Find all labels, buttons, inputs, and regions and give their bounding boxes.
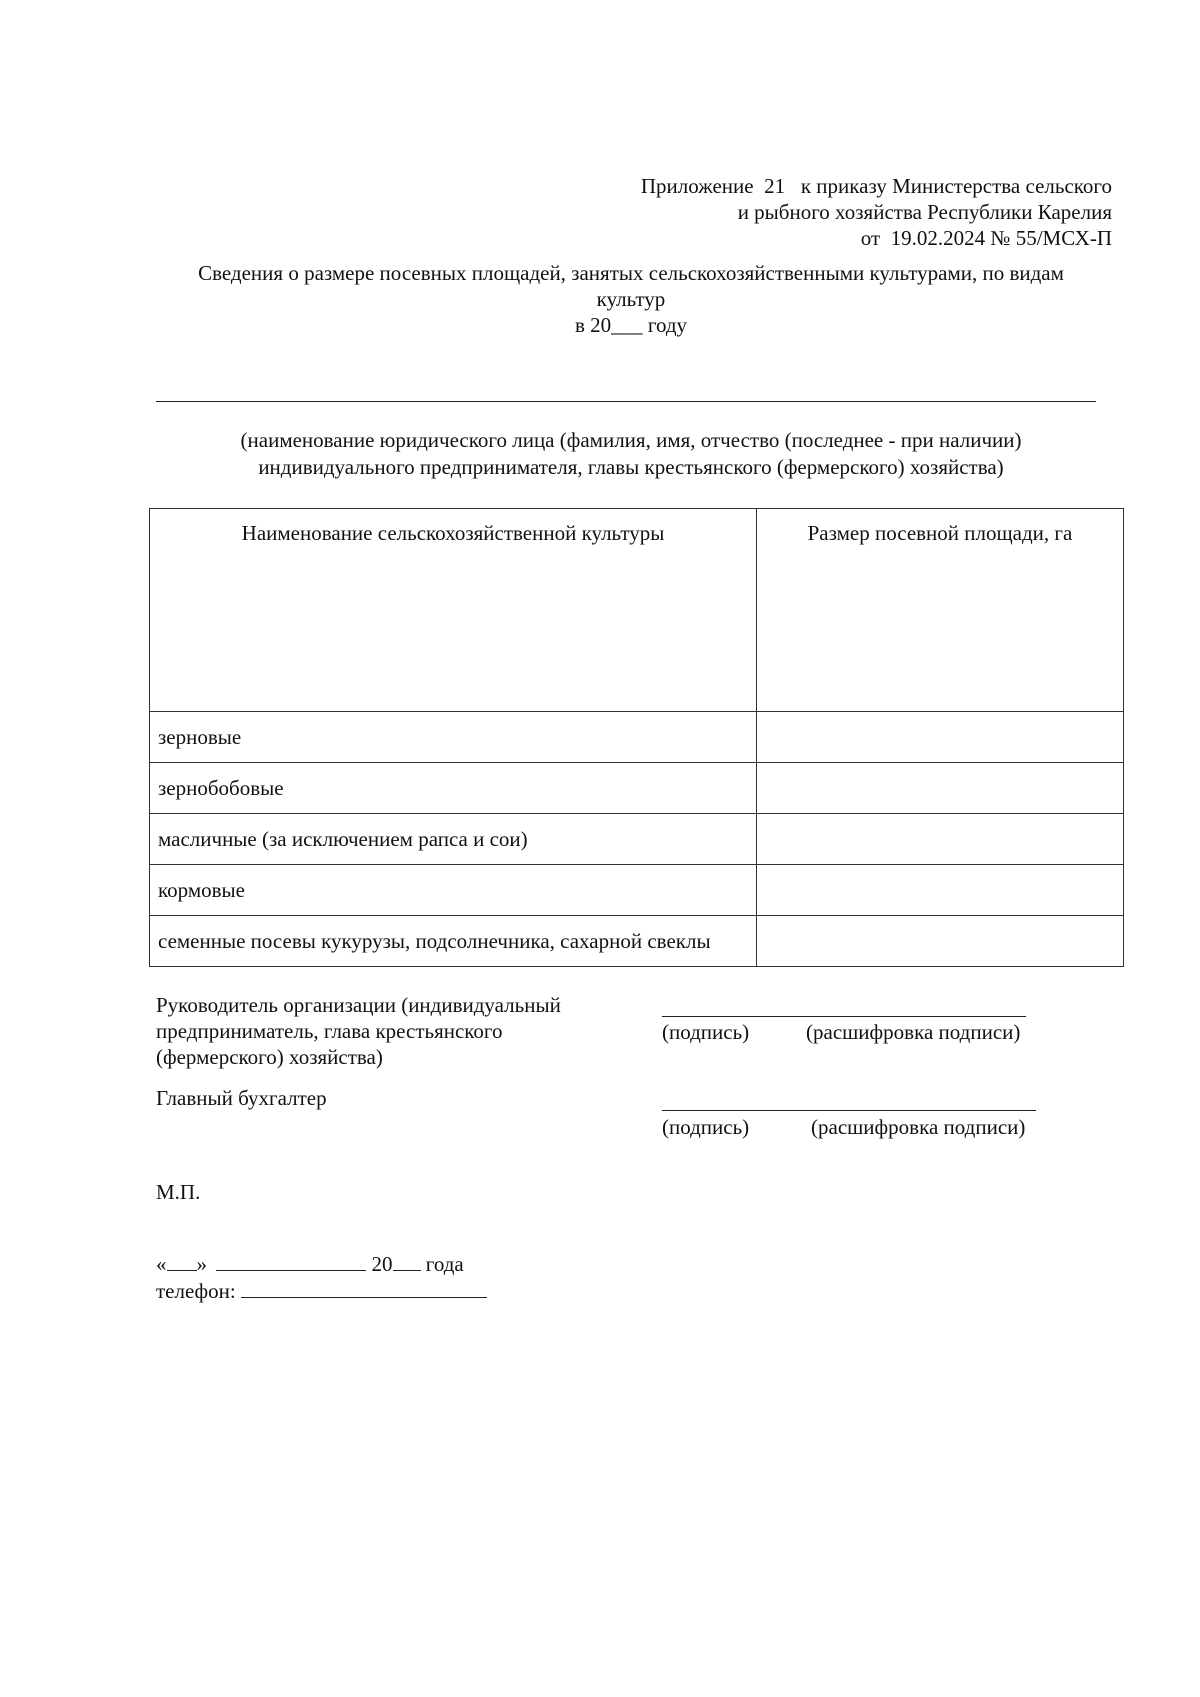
table-row [150, 865, 1124, 916]
date-year-suffix: года [425, 1252, 464, 1276]
appendix-line-1: Приложение 21 к приказу Министерства сельского [640, 174, 1112, 198]
header-area: Размер посевной площади, га [757, 509, 1124, 712]
head-label-line-3: (фермерского) хозяйства) [156, 1045, 383, 1069]
crop-name-cell: масличные (за исключением рапса и сои) [150, 814, 757, 865]
entity-name-caption-line-2: индивидуального предпринимателя, главы крестьянского (фермерского) хозяйства) [258, 455, 1004, 479]
accountant-decoding-caption: (расшифровка подписи) [811, 1115, 1026, 1139]
phone-line [156, 1277, 487, 1304]
title-line-3: в 20___ году [574, 313, 688, 337]
table-row [150, 712, 1124, 763]
entity-name-caption [140, 427, 1122, 481]
head-label-line-1: Руководитель организации (индивидуальный [156, 993, 561, 1017]
area-cell[interactable] [757, 763, 1124, 814]
entity-name-line[interactable] [156, 401, 1096, 402]
phone-label: телефон: [156, 1279, 236, 1303]
document-title [140, 260, 1122, 338]
date-day-field[interactable] [167, 1250, 197, 1271]
appendix-header [641, 173, 1112, 251]
head-decoding-caption: (расшифровка подписи) [806, 1020, 1021, 1044]
date-year-prefix: 20 [371, 1252, 393, 1276]
date-line [156, 1250, 487, 1277]
head-label-line-2: предприниматель, глава крестьянского [156, 1019, 503, 1043]
head-signature-caption: (подпись) [662, 1020, 750, 1044]
phone-field[interactable] [241, 1277, 487, 1298]
table-row [150, 916, 1124, 967]
accountant-signature-caption: (подпись) [662, 1115, 750, 1139]
appendix-line-3: от 19.02.2024 № 55/МСХ-П [860, 226, 1112, 250]
date-open-quote: « [156, 1252, 167, 1276]
area-cell[interactable] [757, 712, 1124, 763]
appendix-line-2: и рыбного хозяйства Республики Карелия [737, 200, 1112, 224]
table-header-row [150, 509, 1124, 712]
accountant-signature-label: Главный бухгалтер [156, 1086, 327, 1110]
crop-name-cell: кормовые [150, 865, 757, 916]
date-month-field[interactable] [216, 1250, 366, 1271]
head-signature-label [156, 992, 561, 1070]
crop-name-cell: семенные посевы кукурузы, подсолнечника, сахарной свеклы [150, 916, 757, 967]
title-line-2: культур [596, 287, 666, 311]
table-row [150, 763, 1124, 814]
area-cell[interactable] [757, 865, 1124, 916]
head-signature-line[interactable] [662, 1016, 1026, 1017]
date-close-quote: » [196, 1252, 207, 1276]
date-phone-block [156, 1250, 487, 1304]
crops-table [149, 508, 1124, 967]
header-crop-name: Наименование сельскохозяйственной культуры [150, 509, 757, 712]
crop-name-cell: зерновые [150, 712, 757, 763]
area-cell[interactable] [757, 814, 1124, 865]
crop-name-cell: зернобобовые [150, 763, 757, 814]
table-row [150, 814, 1124, 865]
stamp-place: М.П. [156, 1180, 201, 1204]
title-line-1: Сведения о размере посевных площадей, занятых сельскохозяйственными культурами, по видам [198, 261, 1064, 285]
area-cell[interactable] [757, 916, 1124, 967]
entity-name-caption-line-1: (наименование юридического лица (фамилия, имя, отчество (последнее - при наличии) [240, 428, 1022, 452]
accountant-signature-line[interactable] [662, 1110, 1036, 1111]
date-year-field[interactable] [393, 1250, 421, 1271]
